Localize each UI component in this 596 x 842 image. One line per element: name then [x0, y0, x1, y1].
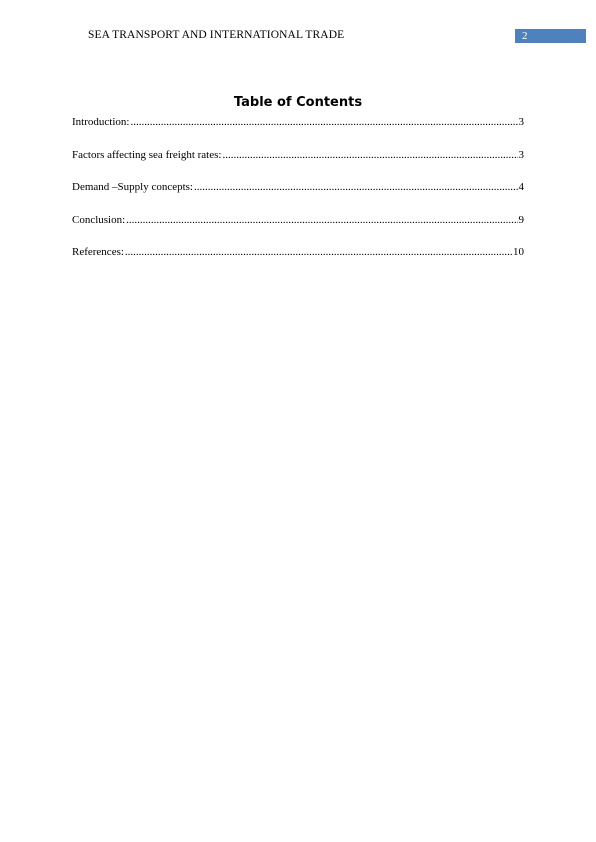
page-header: [0, 0, 596, 50]
page-number-badge: 2: [515, 29, 586, 43]
toc-entry-label: Factors affecting sea freight rates:: [72, 148, 222, 161]
toc-entry-introduction[interactable]: [72, 115, 524, 148]
toc-entry-page: 4: [518, 181, 524, 193]
toc-entry-page: 10: [513, 246, 524, 258]
toc-entry-label: Introduction:: [72, 116, 130, 128]
toc-entry-page: 3: [518, 116, 524, 128]
toc-list: [72, 115, 524, 278]
toc-entry-page: 9: [518, 213, 524, 226]
toc-entry-factors[interactable]: [72, 148, 524, 181]
toc-heading: Table of Contents: [233, 95, 363, 110]
toc-entry-demand-supply[interactable]: [72, 180, 524, 213]
toc-dot-leader: [130, 115, 517, 129]
toc-entry-page: 3: [518, 148, 524, 161]
toc-dot-leader: [222, 148, 517, 162]
toc-dot-leader: [125, 245, 512, 259]
toc-dot-leader: [194, 180, 518, 194]
toc-dot-leader: [126, 213, 517, 227]
toc-entry-conclusion[interactable]: [72, 213, 524, 246]
toc-entry-label: References:: [72, 246, 124, 258]
running-head: SEA TRANSPORT AND INTERNATIONAL TRADE: [88, 29, 345, 41]
toc-entry-label: Demand –Supply concepts:: [72, 181, 193, 193]
toc-entry-label: Conclusion:: [72, 213, 126, 226]
toc-entry-references[interactable]: [72, 245, 524, 278]
